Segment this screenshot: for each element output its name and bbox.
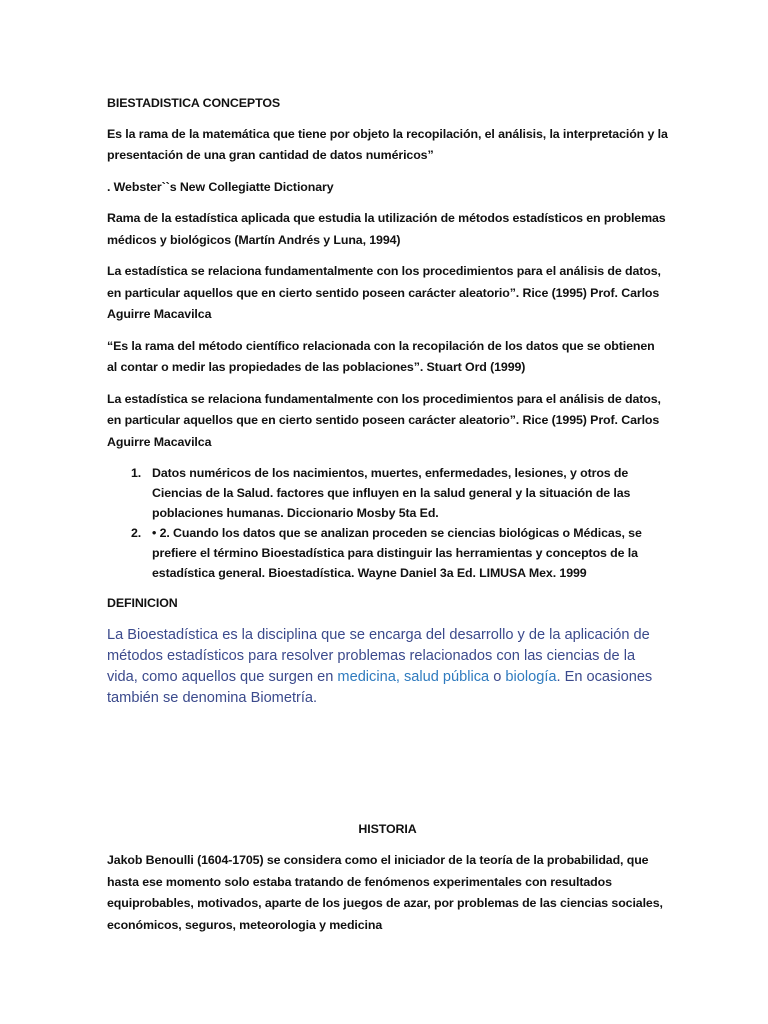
- list-item-number: 2.: [131, 526, 142, 540]
- definicion-separator-2: o: [489, 668, 506, 685]
- historia-heading: HISTORIA: [358, 821, 417, 836]
- doc-title: BIESTADISTICA CONCEPTOS: [107, 96, 281, 110]
- definicion-separator-1: ,: [395, 668, 404, 685]
- link-biologia[interactable]: biología: [505, 668, 557, 685]
- numbered-list: [107, 463, 668, 583]
- list-item: [107, 523, 668, 583]
- spacer: [107, 709, 668, 819]
- definicion-paragraph: [107, 625, 668, 709]
- list-item-text: Datos numéricos de los nacimientos, muertes, enfermedades, lesiones, y otros de Ciencias de la Salud. factores que influyen en la salud general y la situación de las poblaciones humanas. Diccionario Mosby 5ta Ed.: [152, 466, 631, 520]
- definicion-heading: DEFINICION: [107, 596, 178, 610]
- paragraph-definition-5: La estadística se relaciona fundamentalmente con los procedimientos para el análisis de datos, en particular aquellos que en cierto sentido poseen carácter aleatorio”. Rice (1995) Prof. Carlos Aguirre Macavilca: [107, 391, 661, 449]
- definicion-text-1: La Bioestadística es la disciplina que se encarga del desarrollo y de la aplicación de métodos estadísticos para resolver problemas relacionados con las ciencias de la vida, como aquellos que surgen en: [107, 626, 650, 685]
- list-item-number: 1.: [131, 466, 142, 480]
- paragraph-definition-2: Rama de la estadística aplicada que estudia la utilización de métodos estadísticos en problemas médicos y biológicos (Martín Andrés y Luna, 1994): [107, 211, 666, 247]
- definicion-text-2: . En ocasiones también se denomina Biometría.: [107, 668, 653, 706]
- paragraph-definition-1: Es la rama de la matemática que tiene por objeto la recopilación, el análisis, la interpretación y la presentación de una gran cantidad de datos numéricos”: [107, 126, 668, 162]
- link-salud-publica[interactable]: salud pública: [403, 668, 490, 685]
- paragraph-definition-4: “Es la rama del método científico relacionada con la recopilación de los datos que se obtienen al contar o medir las propiedades de las poblaciones”. Stuart Ord (1999): [107, 338, 655, 374]
- paragraph-citation-webster: . Webster``s New Collegiatte Dictionary: [107, 179, 334, 194]
- paragraph-definition-3: La estadística se relaciona fundamentalmente con los procedimientos para el análisis de datos, en particular aquellos que en cierto sentido poseen carácter aleatorio”. Rice (1995) Prof. Carlos Aguirre Macavilca: [107, 264, 661, 321]
- list-item: [107, 463, 668, 523]
- link-medicina[interactable]: medicina: [337, 668, 396, 685]
- list-item-text: • 2. Cuando los datos que se analizan proceden se ciencias biológicas o Médicas, se prefiere el término Bioestadística para distinguir las herramientas y conceptos de la estadística general. Bioestadística. Wayne Daniel 3a Ed. LIMUSA Mex. 1999: [152, 526, 642, 580]
- historia-paragraph: Jakob Benoulli (1604-1705) se considera como el iniciador de la teoría de la probabilidad, que hasta ese momento solo estaba tratando de fenómenos experimentales con resultados equiprobables, motivados, aparte de los juegos de azar, por problemas de las ciencias sociales, económicos, seguros, meteorologia y medicina: [107, 853, 663, 932]
